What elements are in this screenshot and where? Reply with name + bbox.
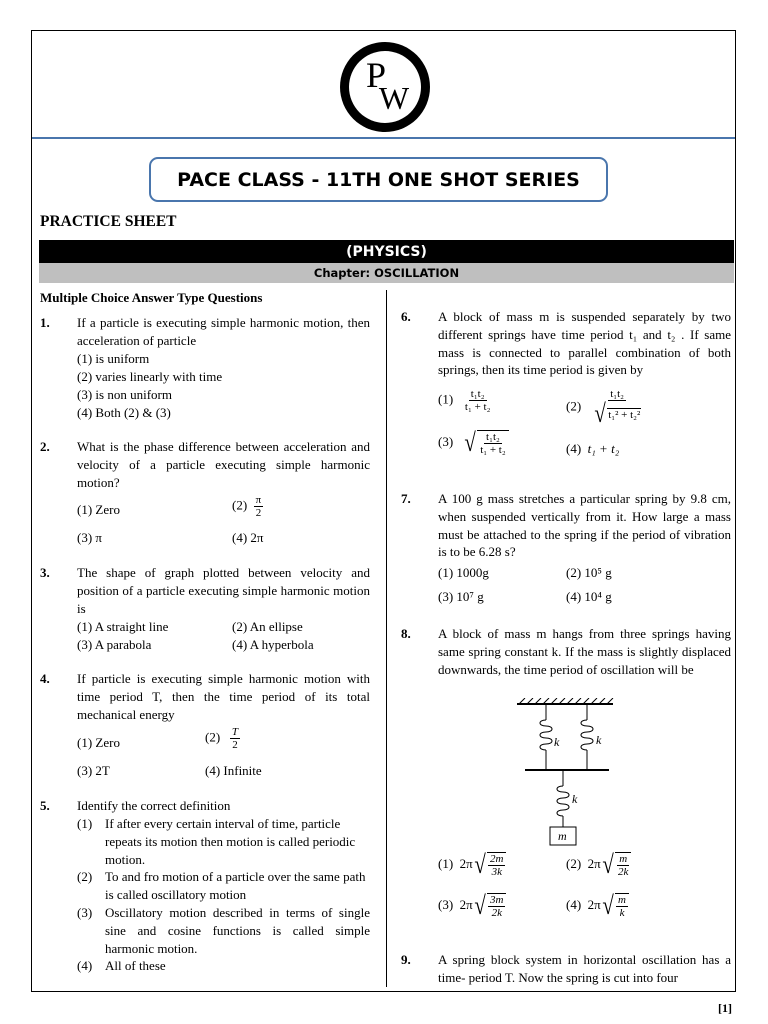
- page-number: [1]: [718, 1001, 732, 1015]
- q8-option-3: (3) 2π √ $\frac{3m}{2k}$: [438, 893, 506, 919]
- q6-option3-radical: √ $\frac{\text{t₁t₂}}{\text{t₁ + t₂}}$: [463, 430, 509, 456]
- pw-logo: [339, 41, 431, 133]
- column-divider: [386, 290, 387, 987]
- svg-text:k: k: [596, 733, 602, 747]
- svg-text:m: m: [558, 829, 567, 843]
- q6-option2-fraction: t₁t₂ √ t₁² + t₂²: [594, 388, 641, 428]
- q8-option-4: (4) 2π √ $\frac{m}{k}$: [566, 893, 629, 919]
- q8-option-2: (2) 2π √ $\frac{m}{2k}$: [566, 852, 631, 878]
- page-title: PACE CLASS - 11TH ONE SHOT SERIES: [149, 157, 608, 202]
- section-heading: Multiple Choice Answer Type Questions: [40, 290, 263, 305]
- spring-system-diagram: [517, 698, 617, 846]
- pi-over-2: $\frac{\pi}{2}$: [255, 494, 262, 519]
- q6-option1-fraction: $\frac{\text{t₁t₂}}{\text{t₁ + t₂}}$: [464, 388, 491, 413]
- t-over-2: $\frac{T}{2}$: [231, 726, 239, 751]
- sheet-label: PRACTICE SHEET: [40, 213, 177, 230]
- header-divider: [32, 137, 735, 139]
- svg-text:P: P: [365, 55, 387, 95]
- q8-option-1: (1) 2π √ $\frac{2m}{3k}$: [438, 852, 506, 878]
- svg-text:k: k: [572, 792, 578, 806]
- chapter-bar: Chapter: OSCILLATION: [39, 263, 734, 283]
- svg-text:W: W: [378, 80, 410, 116]
- svg-text:k: k: [554, 735, 560, 749]
- subject-bar: (PHYSICS): [39, 240, 734, 263]
